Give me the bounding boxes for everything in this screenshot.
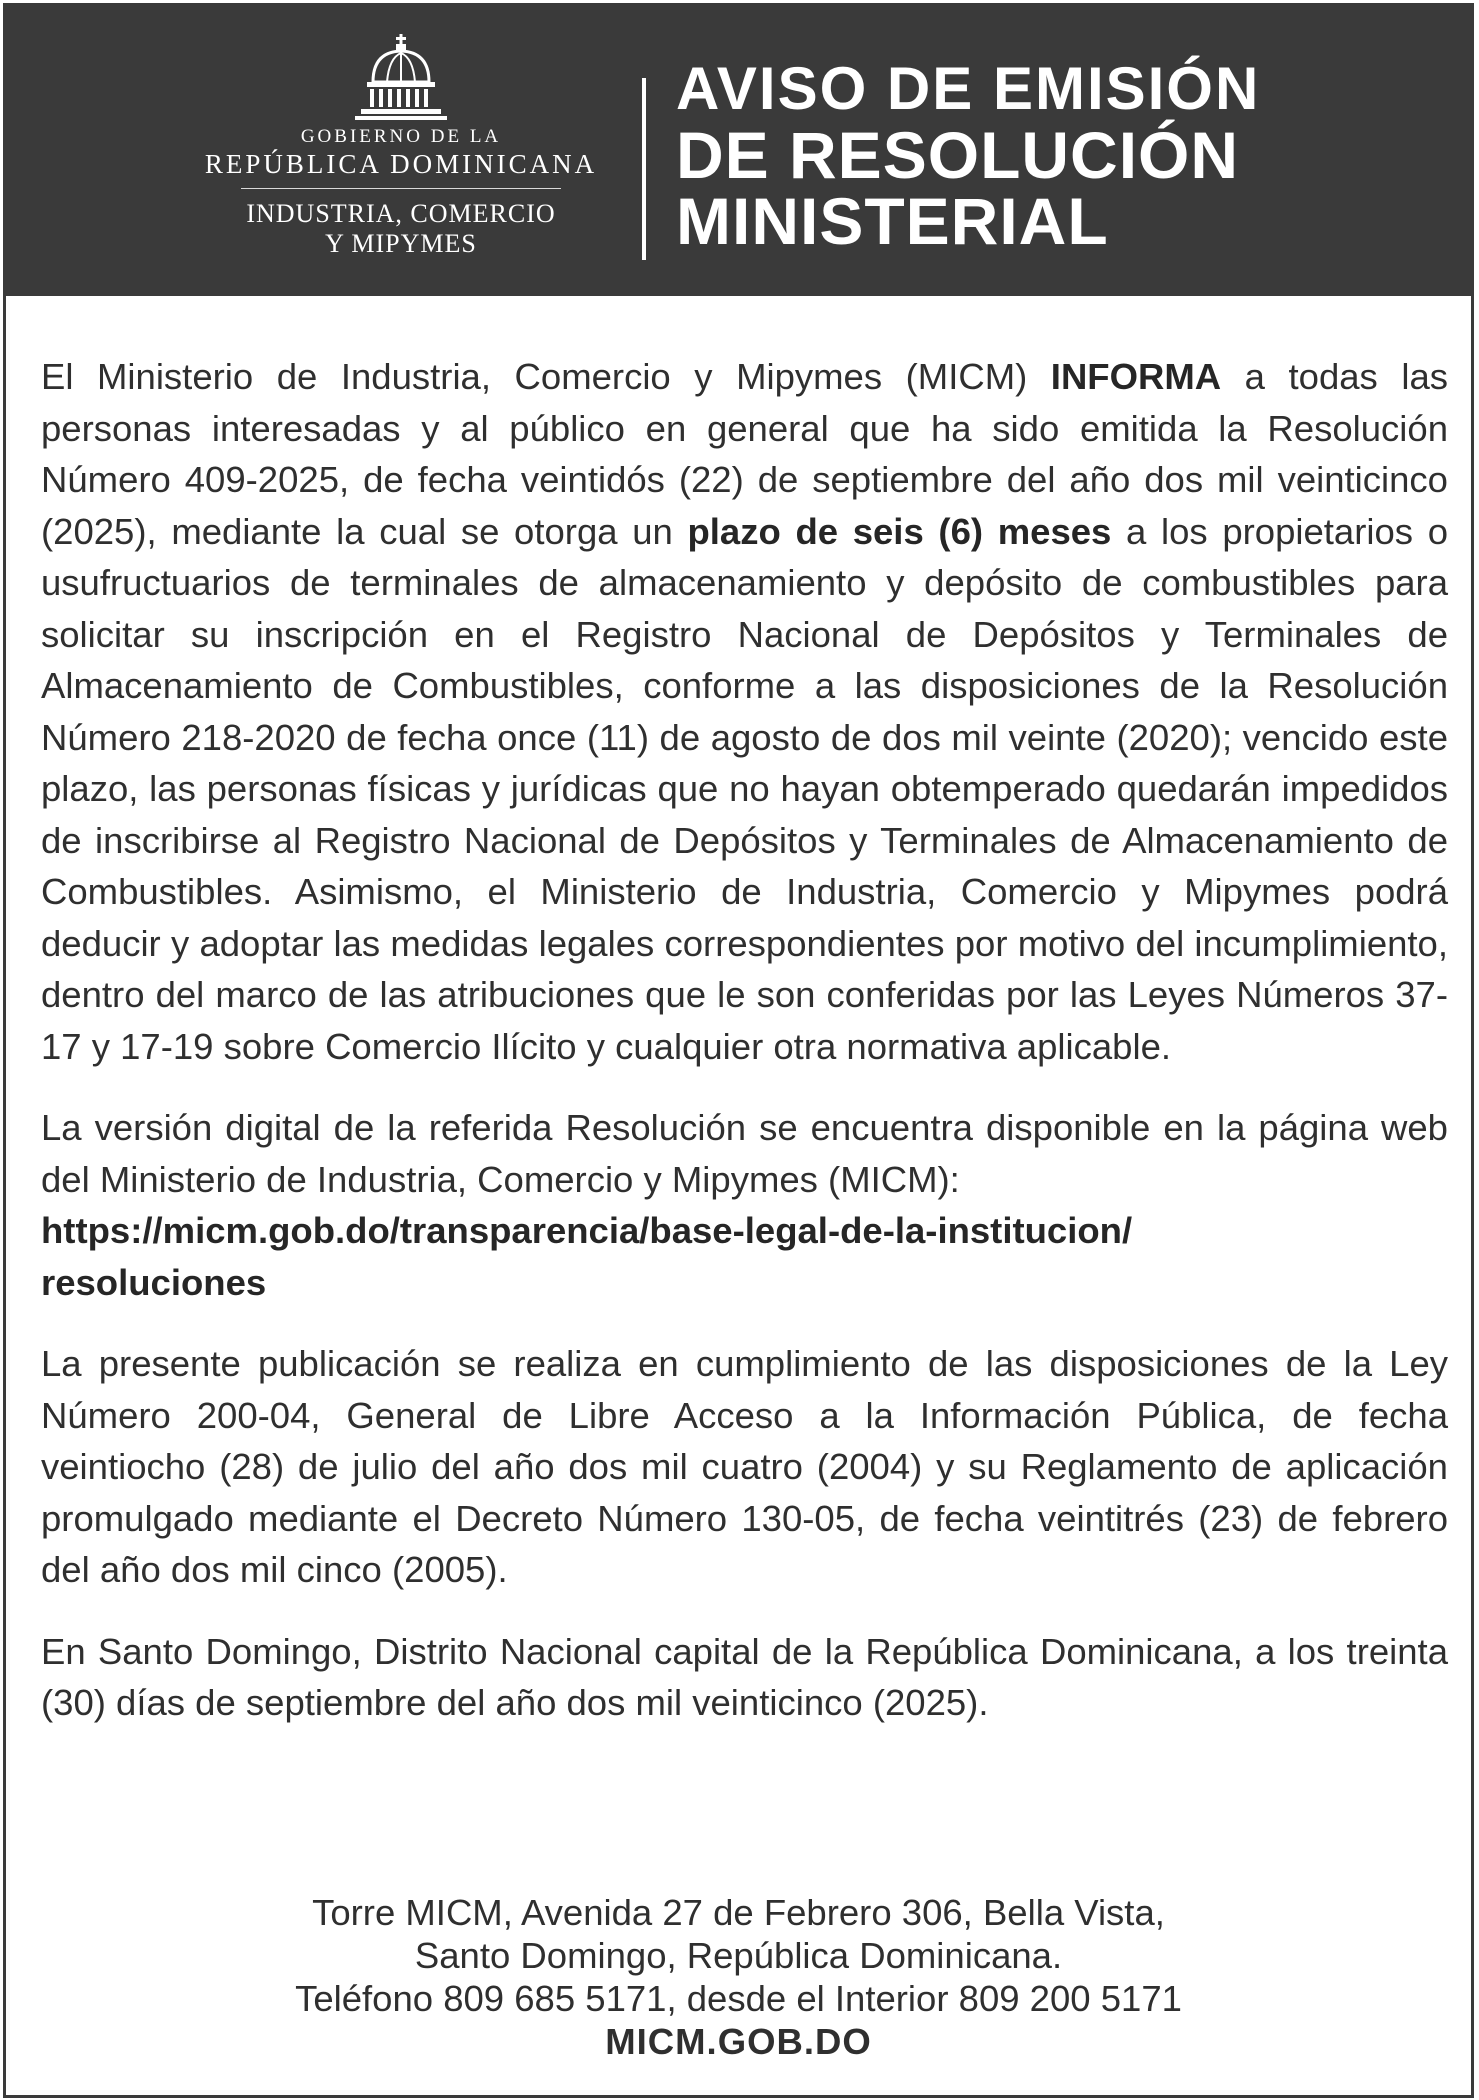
notice-frame [3, 3, 1474, 2098]
notice-body [41, 351, 1448, 1759]
ministry-name-line1: INDUSTRIA, COMERCIO [246, 199, 556, 228]
paragraph-legal-basis: La presente publicación se realiza en cumplimiento de las disposiciones de la Ley Número 200-04, General de Libre Acceso a la Información Pública, de fecha veintiocho (28) de julio del año dos mil cuatro (2004) y su Reglamento de aplicación promulgado mediante el Decreto Número 130-05, de fecha veintitrés (23) de febrero del año dos mil cinco (2005). [41, 1343, 1448, 1590]
logo-divider [241, 188, 561, 189]
title-line-1: AVISO DE EMISIÓN [676, 55, 1261, 122]
paragraph-digital-version [41, 1102, 1448, 1308]
dome-icon [353, 34, 449, 120]
gov-label-country: REPÚBLICA DOMINICANA [204, 149, 598, 179]
gov-label-small: GOBIERNO DE LA [300, 126, 502, 147]
footer-website-link[interactable]: MICM.GOB.DO [605, 2021, 872, 2062]
resolutions-url-line2[interactable]: resoluciones [41, 1261, 267, 1303]
p1-text-a: El Ministerio de Industria, Comercio y Mipymes (MICM) [41, 356, 1051, 397]
p1-bold-deadline: plazo de seis (6) meses [687, 510, 1112, 552]
title-line-3: MINISTERIAL [676, 184, 1109, 258]
footer-address-line2: Santo Domingo, República Dominicana. [414, 1935, 1063, 1976]
header-banner [6, 6, 1471, 296]
header-vertical-divider [642, 78, 646, 260]
footer-address-line1: Torre MICM, Avenida 27 de Febrero 306, Bella Vista, [312, 1892, 1165, 1933]
p1-text-c: a todas las personas interesadas y al público en general que ha sido emitida la Resolución Número 409-2025, de fecha veintidós (22) de septiembre del año dos mil veinticinco (2025), mediante la cual se otorga un [41, 356, 1448, 552]
paragraph-main-notice [41, 351, 1448, 1072]
government-logo [191, 34, 611, 259]
paragraph-place-date: En Santo Domingo, Distrito Nacional capital de la República Dominicana, a los treinta (30) días de septiembre del año dos mil veinticinco (2025). [41, 1630, 1448, 1723]
contact-footer [6, 1891, 1471, 2063]
p2-text: La versión digital de la referida Resolución se encuentra disponible en la página web del Ministerio de Industria, Comercio y Mipymes (MICM): [41, 1107, 1448, 1200]
title-line-2: DE RESOLUCIÓN [676, 118, 1240, 192]
p1-text-e: a los propietarios o usufructuarios de terminales de almacenamiento y depósito de combustibles para solicitar su inscripción en el Registro Nacional de Depósitos y Terminales de Almacenamiento de Combustibles, conforme a las disposiciones de la Resolución Número 218-2020 de fecha once (11) de agosto de dos mil veinte (2020); vencido este plazo, las personas físicas y jurídicas que no hayan obtemperado quedarán impedidos de inscribirse al Registro Nacional de Depósitos y Terminales de Almacenamiento de Combustibles. Asimismo, el Ministerio de Industria, Comercio y Mipymes podrá deducir y adoptar las medidas legales correspondientes por motivo del incumplimiento, dentro del marco de las atribuciones que le son conferidas por las Leyes Números 37-17 y 17-19 sobre Comercio Ilícito y cualquier otra normativa aplicable. [41, 510, 1449, 1067]
p1-bold-informa: INFORMA [1050, 356, 1222, 397]
ministry-name-line2: Y MIPYMES [325, 229, 477, 258]
resolutions-url-line1[interactable]: https://micm.gob.do/transparencia/base-legal-de-la-institucion/ [41, 1210, 1133, 1251]
footer-phones: Teléfono 809 685 5171, desde el Interior 809 200 5171 [295, 1978, 1182, 2019]
notice-title [676, 55, 1456, 258]
